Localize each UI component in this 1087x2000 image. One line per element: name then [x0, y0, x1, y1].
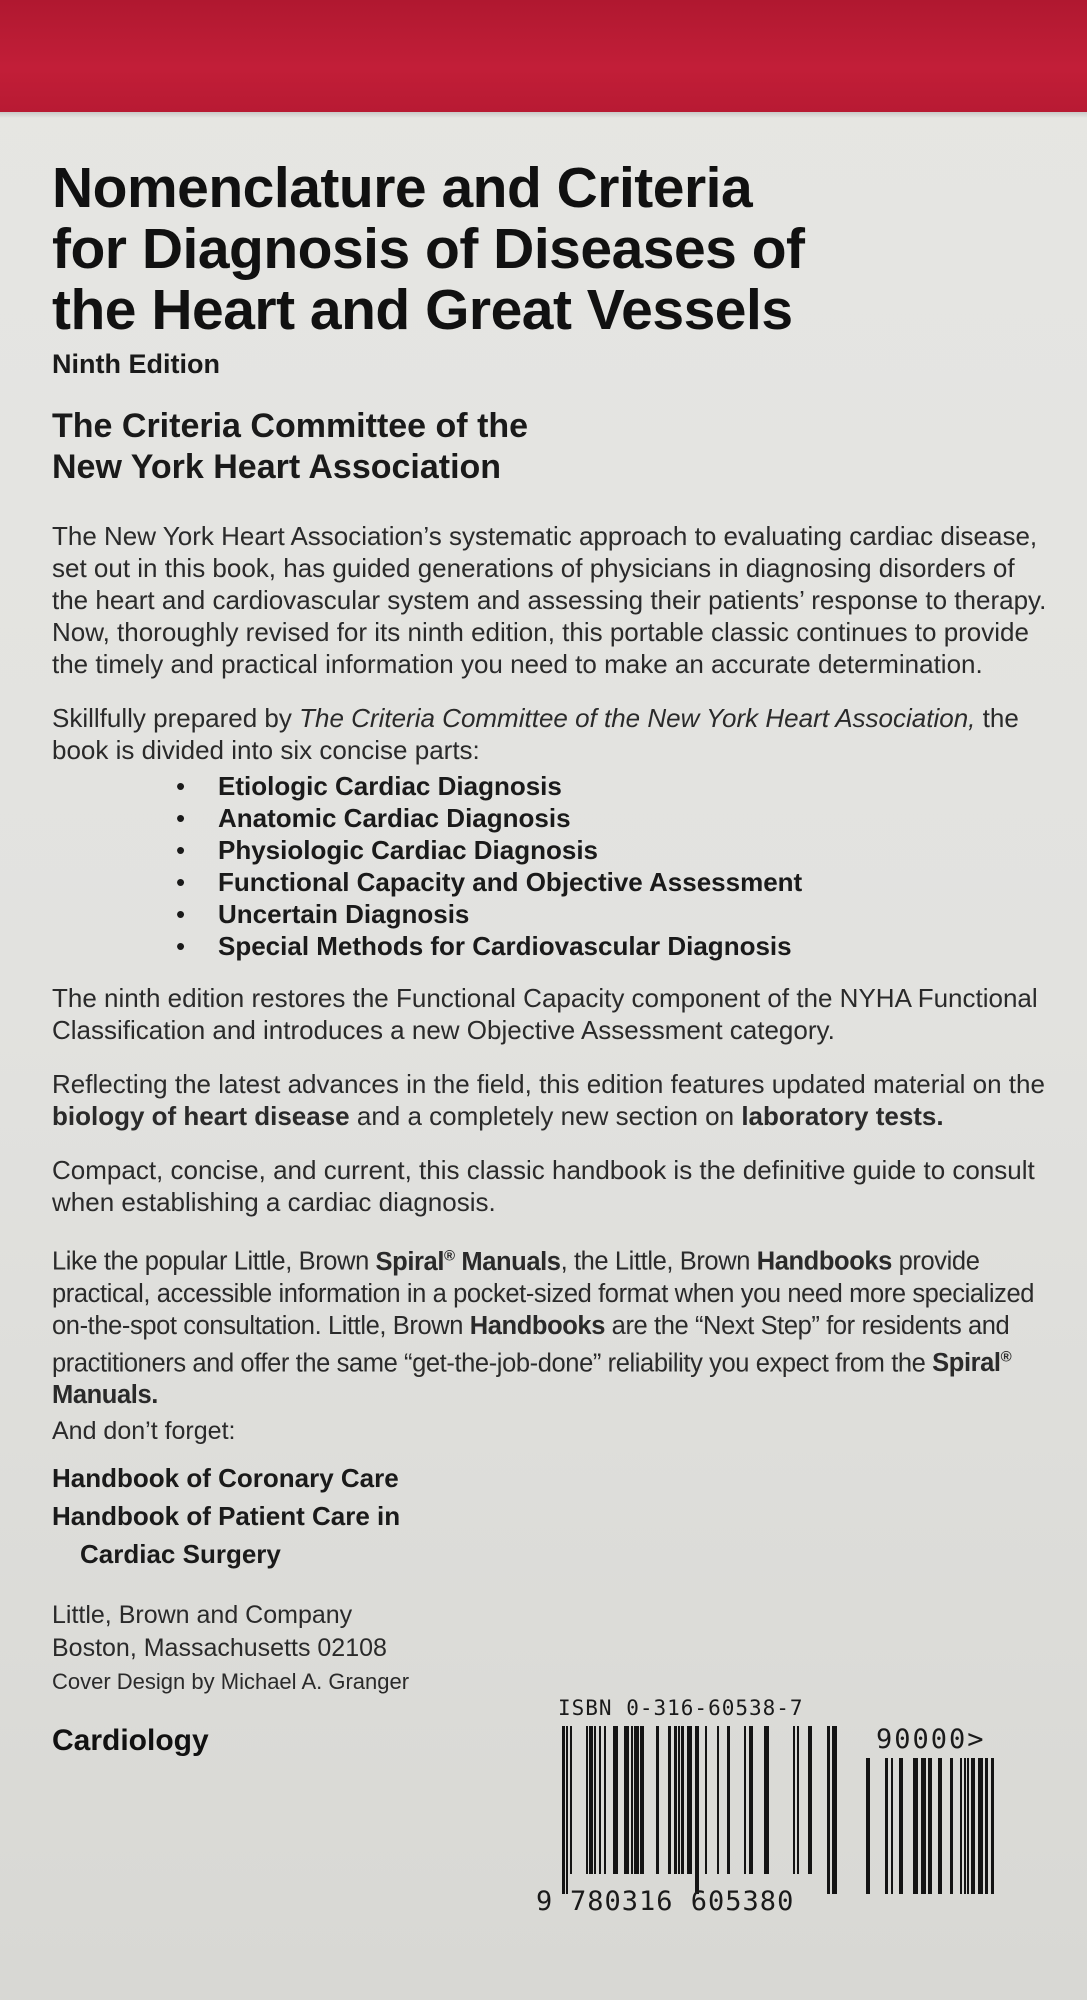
barcode-bar [891, 1758, 893, 1894]
dont-forget: And don’t forget: [52, 1417, 236, 1445]
text-run: are the “Next Step” for residents and practitioners and offer the same “get-the-job-done” reliability you expect from the [52, 1311, 1010, 1377]
barcode-bar [640, 1726, 644, 1874]
brand-name: Handbooks [469, 1311, 605, 1340]
author-line: The Criteria Committee of the [52, 407, 529, 445]
barcode-bar [656, 1726, 659, 1874]
barcode-bar [678, 1726, 680, 1874]
barcode-bar [964, 1758, 966, 1894]
cover-text [52, 158, 1052, 1758]
barcode-bar [594, 1726, 596, 1874]
barcode-bar [705, 1726, 707, 1874]
isbn-label: ISBN 0-316-60538-7 [558, 1696, 804, 1720]
barcode-bar [960, 1758, 962, 1894]
title-line: for Diagnosis of Diseases of [52, 217, 805, 281]
publisher-info [52, 1599, 1052, 1698]
barcode-bar [950, 1758, 953, 1894]
barcode-bar [991, 1758, 994, 1894]
barcode-bar [744, 1726, 746, 1874]
barcode-bar [866, 1758, 870, 1894]
author [52, 406, 1052, 488]
barcode-bar [764, 1726, 769, 1874]
barcode-bar [695, 1726, 699, 1894]
barcode-digits: 780316 605380 [570, 1886, 795, 1917]
barcode-bar [589, 1726, 593, 1874]
barcode-bar [727, 1726, 730, 1874]
bullet: • [176, 803, 186, 833]
barcode-bar [797, 1726, 799, 1874]
spiral-word [376, 1248, 561, 1276]
list-item [176, 802, 1052, 834]
related-title: Handbook of Coronary Care [52, 1463, 399, 1493]
barcode-bar [827, 1726, 830, 1894]
ean-barcode-icon [560, 1726, 838, 1894]
barcode-bar [613, 1726, 618, 1874]
bullet: • [176, 899, 186, 929]
ninth-edition-paragraph: The ninth edition restores the Functional Capacity component of the NYHA Functional Classification and introduces a new Objective Assessment category. [52, 983, 1038, 1045]
barcode-bar [899, 1758, 903, 1894]
registered-mark: ® [444, 1247, 455, 1264]
barcode-bar [808, 1726, 812, 1874]
price-barcode-icon [864, 1758, 998, 1894]
prepared-text: Skillfully prepared by [52, 703, 300, 733]
bold-run: biology of heart disease [52, 1101, 350, 1131]
publisher-line: Boston, Massachusetts 02108 [52, 1634, 387, 1662]
barcode-bar [624, 1726, 629, 1874]
compact-paragraph: Compact, concise, and current, this classic handbook is the definitive guide to consult when establishing a cardiac diagnosis. [52, 1155, 1035, 1217]
price-code: 90000> [876, 1724, 986, 1755]
related-title: Cardiac Surgery [80, 1539, 281, 1569]
brand-name: Spiral [375, 1247, 445, 1276]
text-run: and a completely new section on [349, 1101, 742, 1131]
list-item [176, 770, 1052, 802]
barcode-lead-digit: 9 [536, 1886, 553, 1917]
related-titles [52, 1459, 1052, 1573]
text-run: Reflecting the latest advances in the field, this edition features updated material on the [52, 1069, 1045, 1099]
list-item [176, 930, 1052, 962]
part-label: Special Methods for Cardiovascular Diagnosis [218, 931, 792, 961]
book-title [52, 158, 1052, 341]
title-line: Nomenclature and Criteria [52, 156, 753, 220]
title-line: the Heart and Great Vessels [52, 278, 793, 342]
barcode-bar [967, 1758, 969, 1894]
list-item [176, 834, 1052, 866]
category-label: Cardiology [52, 1724, 209, 1757]
part-label: Etiologic Cardiac Diagnosis [218, 771, 562, 801]
barcode-bar [674, 1726, 677, 1874]
barcode-bar [631, 1726, 633, 1874]
author-line: New York Heart Association [52, 448, 502, 486]
text-run: Like the popular Little, Brown [52, 1247, 376, 1276]
prepared-text: the book is divided into six concise parts: [52, 703, 1019, 765]
bullet: • [176, 931, 186, 961]
intro-paragraph: The New York Heart Association’s systematic approach to evaluating cardiac disease, set out in this book, has guided generations of physicians in diagnosing disorders of the heart and cardiovascular system and assessing their patients’ response to therapy. Now, thoroughly revised for its ninth edition, this portable classic continues to provide the timely and practical information you need to make an accurate determination. [52, 521, 1047, 679]
barcode-bar [985, 1758, 988, 1894]
barcode-bar [832, 1726, 837, 1894]
edition: Ninth Edition [52, 349, 220, 379]
committee-name: The Criteria Committee of the New York Heart Association, [299, 703, 976, 733]
part-label: Anatomic Cardiac Diagnosis [218, 803, 571, 833]
barcode-bar [599, 1726, 601, 1874]
barcode-bar [586, 1726, 588, 1874]
brand-name: Manuals [454, 1247, 561, 1276]
like-paragraph [52, 1240, 1037, 1411]
barcode-bar [566, 1726, 568, 1894]
list-item [176, 898, 1052, 930]
related-title: Handbook of Patient Care in [52, 1501, 401, 1531]
barcode-bar [749, 1726, 753, 1874]
brand-name: Handbooks [756, 1247, 892, 1276]
barcode-bar [570, 1726, 572, 1874]
parts-list [176, 770, 1052, 962]
barcode-bar [885, 1758, 888, 1894]
text-run: provide practical, accessible information in a pocket-sized format when you need more specialized on-the-spot consultation. Little, Brown [52, 1247, 1035, 1340]
list-item [176, 866, 1052, 898]
brand-name: Manuals. [52, 1381, 158, 1409]
part-label: Uncertain Diagnosis [218, 899, 470, 929]
registered-mark: ® [1000, 1348, 1012, 1366]
red-top-band [0, 0, 1087, 112]
barcode-bar [687, 1726, 692, 1874]
barcode-bar [938, 1758, 942, 1894]
barcode-bar [604, 1726, 606, 1874]
barcode-bar [928, 1758, 932, 1894]
barcode-bar [668, 1726, 671, 1874]
prepared-paragraph [52, 702, 1052, 766]
bullet: • [176, 867, 186, 897]
barcode-bar [793, 1726, 795, 1874]
bullet: • [176, 835, 186, 865]
barcode-bar [921, 1758, 926, 1894]
barcode-bar [978, 1758, 983, 1894]
publisher-line: Little, Brown and Company [52, 1601, 353, 1629]
barcode-bar [717, 1726, 719, 1874]
band-shadow [0, 112, 1087, 118]
barcode-bar [681, 1726, 684, 1874]
barcode-bar [562, 1726, 565, 1894]
brand-name: Spiral [932, 1349, 1001, 1377]
bullet: • [176, 771, 186, 801]
barcode-bar [634, 1726, 639, 1874]
part-label: Functional Capacity and Objective Assessment [218, 867, 803, 897]
text-run: , the Little, Brown [560, 1247, 757, 1276]
part-label: Physiologic Cardiac Diagnosis [218, 835, 598, 865]
reflecting-paragraph [52, 1068, 1052, 1132]
publisher-line: Cover Design by Michael A. Granger [52, 1669, 410, 1694]
barcode-bar [913, 1758, 918, 1894]
barcode-bar [971, 1758, 975, 1894]
bold-run: laboratory tests. [741, 1101, 944, 1131]
